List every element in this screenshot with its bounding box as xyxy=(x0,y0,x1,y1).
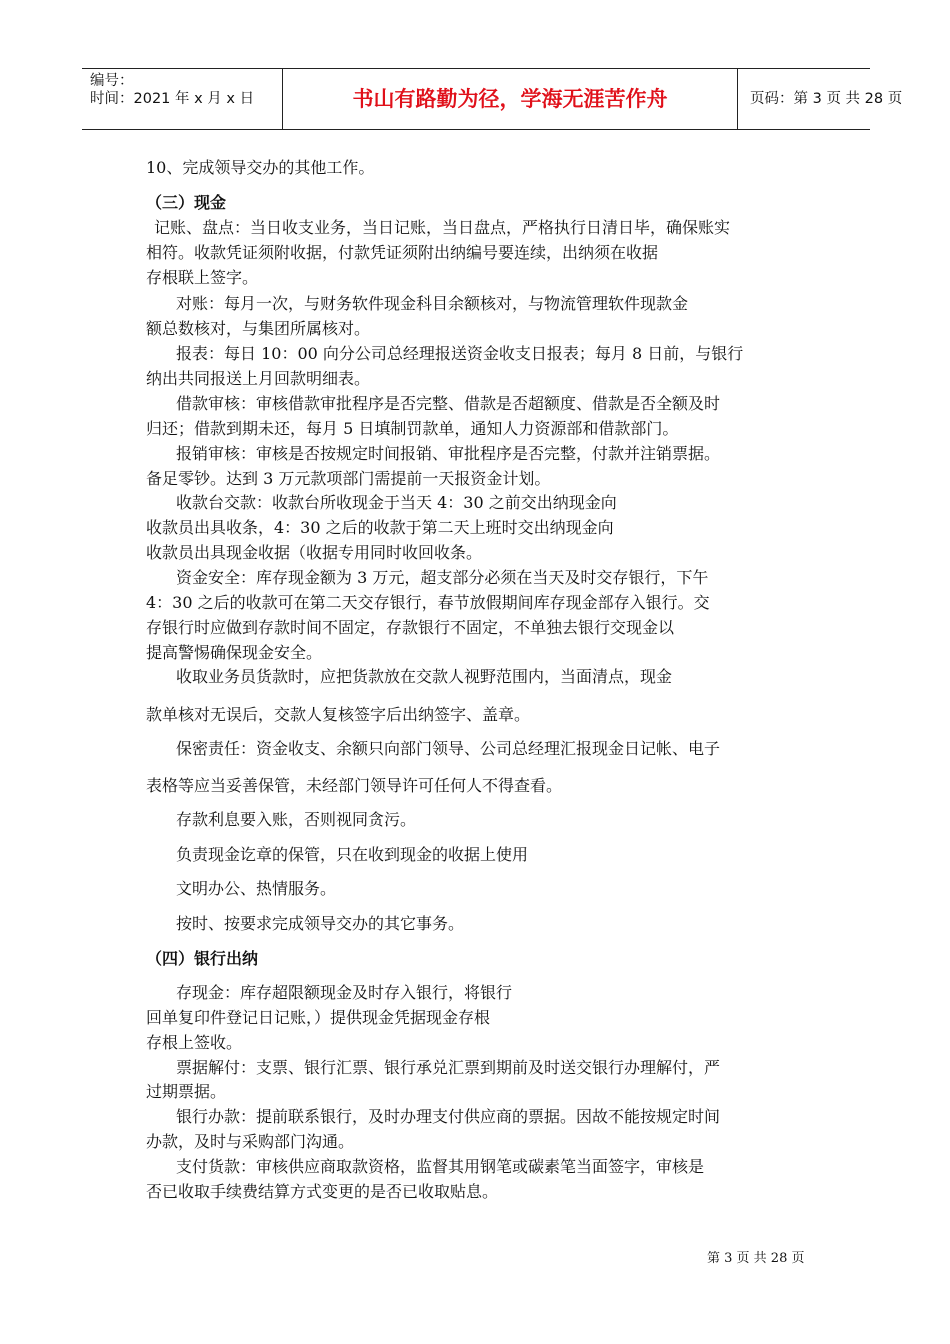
header-page-number: 页码：第 3 页 共 28 页 xyxy=(750,91,903,107)
body-line: 收款员出具收条，4：30 之后的收款于第二天上班时交出纳现金向 xyxy=(146,518,614,537)
section-heading: （三）现金 xyxy=(146,193,227,212)
page-footer: 第 3 页 共 28 页 xyxy=(707,1251,805,1266)
body-line: 收款员出具现金收据（收据专用同时收回收条。 xyxy=(146,543,483,562)
body-line: 存根联上签字。 xyxy=(146,268,259,287)
time-label: 时间：2021 年 x 月 x 日 xyxy=(90,91,255,107)
body-line: 资金安全：库存现金额为 3 万元，超支部分必须在当天及时交存银行，下午 xyxy=(176,568,709,587)
body-line: 对账：每月一次，与财务软件现金科目余额核对，与物流管理软件现款金 xyxy=(176,294,689,313)
body-line: 表格等应当妥善保管，未经部门领导许可任何人不得查看。 xyxy=(146,776,563,795)
body-line: 银行办款：提前联系银行，及时办理支付供应商的票据。因故不能按规定时间 xyxy=(176,1107,721,1126)
header-meta xyxy=(82,69,282,129)
body-line: 保密责任：资金收支、余额只向部门领导、公司总经理汇报现金日记帐、电子 xyxy=(176,739,721,758)
body-line: 票据解付：支票、银行汇票、银行承兑汇票到期前及时送交银行办理解付，严 xyxy=(176,1058,721,1077)
body-line: 提高警惕确保现金安全。 xyxy=(146,643,323,662)
body-line: 存银行时应做到存款时间不固定，存款银行不固定，不单独去银行交现金以 xyxy=(146,618,675,637)
body-line: 归还；借款到期未还，每月 5 日填制罚款单，通知人力资源部和借款部门。 xyxy=(146,419,679,438)
body-line: 按时、按要求完成领导交办的其它事务。 xyxy=(176,914,465,933)
page-header xyxy=(82,68,903,130)
body-line: 否已收取手续费结算方式变更的是否已收取贴息。 xyxy=(146,1182,499,1201)
header-divider xyxy=(737,69,738,129)
body-line: 文明办公、热情服务。 xyxy=(176,879,337,898)
section-heading: （四）银行出纳 xyxy=(146,949,259,968)
body-line: 支付货款：审核供应商取款资格，监督其用钢笔或碳素笔当面签字，审核是 xyxy=(176,1157,705,1176)
body-line: 额总数核对，与集团所属核对。 xyxy=(146,319,371,338)
body-line: 记账、盘点：当日收支业务，当日记账，当日盘点，严格执行日清日毕，确保账实 xyxy=(154,218,731,237)
body-line: 收取业务员货款时，应把货款放在交款人视野范围内，当面清点，现金 xyxy=(176,667,673,686)
body-line: 备足零钞。达到 3 万元款项部门需提前一天报资金计划。 xyxy=(146,469,551,488)
body-line: 款单核对无误后，交款人复核签字后出纳签字、盖章。 xyxy=(146,705,531,724)
body-line: 存款利息要入账，否则视同贪污。 xyxy=(176,810,417,829)
body-line: 4：30 之后的收款可在第二天交存银行，春节放假期间库存现金部存入银行。交 xyxy=(146,593,710,612)
body-line: 报销审核：审核是否按规定时间报销、审批程序是否完整，付款并注销票据。 xyxy=(176,444,721,463)
body-line: 相符。收款凭证须附收据，付款凭证须附出纳编号要连续，出纳须在收据 xyxy=(146,243,659,262)
body-line: 负责现金讫章的保管，只在收到现金的收据上使用 xyxy=(176,845,529,864)
header-motto: 书山有路勤为径，学海无涯苦作舟 xyxy=(352,87,668,111)
body-line: 纳出共同报送上月回款明细表。 xyxy=(146,369,371,388)
body-line: 报表：每日 10：00 向分公司总经理报送资金收支日报表；每月 8 日前，与银行 xyxy=(176,344,744,363)
body-line: 过期票据。 xyxy=(146,1082,227,1101)
body-line: 10、完成领导交办的其他工作。 xyxy=(146,158,375,177)
body-line: 存根上签收。 xyxy=(146,1033,243,1052)
body-line: 借款审核：审核借款审批程序是否完整、借款是否超额度、借款是否全额及时 xyxy=(176,394,721,413)
code-label: 编号： xyxy=(90,73,134,89)
body-line: 存现金：库存超限额现金及时存入银行，将银行 xyxy=(176,983,513,1002)
body-line: 回单复印件登记日记账，）提供现金凭据现金存根 xyxy=(146,1008,491,1027)
body-line: 收款台交款：收款台所收现金于当天 4：30 之前交出纳现金向 xyxy=(176,493,617,512)
body-line: 办款，及时与采购部门沟通。 xyxy=(146,1132,355,1151)
